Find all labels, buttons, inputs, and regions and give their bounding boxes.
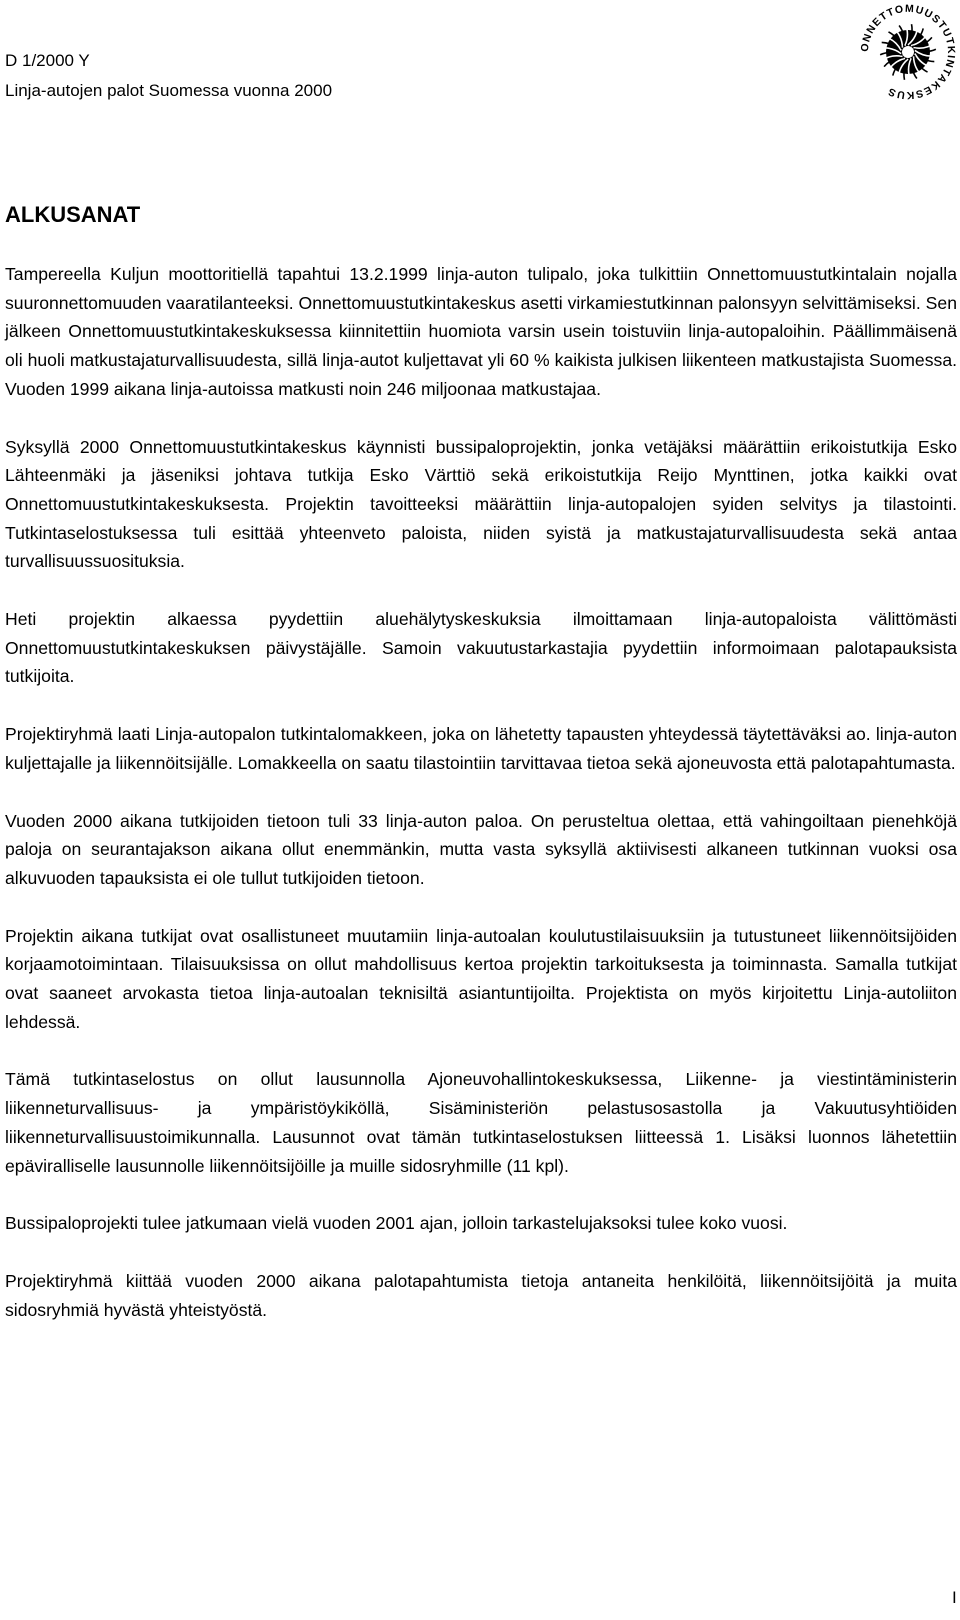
accident-investigation-board-seal-icon (856, 0, 960, 104)
page-number: I (952, 1588, 957, 1607)
paragraph: Projektiryhmä kiittää vuoden 2000 aikana palotapahtumista tietoja antaneita henkilöitä, liikennöitsijöitä ja muita sidosryhmiä hyvästä yhteistyöstä. (5, 1270, 957, 1320)
logo-ring-text: ONNETTOMUUSTUTKINTAKESKUS (858, 2, 958, 102)
paragraph: Tämä tutkintaselostus on ollut lausunnolla Ajoneuvohallintokeskuksessa, Liikenne- ja viestintäministerin liikenneturvallisuus- ja ympäristöykiköllä, Sisäministeriön pelastusosastolla ja Vakuutusyhtiöiden liikenneturvallisuustoimikunnalla. Lausunnot ovat tämän tutkintaselostuksen liitteessä 1. Lisäksi luonnos lähetettiin epäviralliselle lausunnolle liikennöitsijöille ja muille sidosryhmille (11 kpl). (5, 1069, 957, 1176)
page-heading: ALKUSANAT (5, 202, 141, 227)
paragraph: Tampereella Kuljun moottoritiellä tapahtui 13.2.1999 linja-auton tulipalo, joka tulkittiin Onnettomuustutkintalain nojalla suuronnettomuuden vaaratilanteeksi. Onnettomuustutkintakeskus asetti virkamiestutkinnan palonsyyn selvittämiseksi. Sen jälkeen Onnettomuustutkintakeskuksessa kiinnitettiin huomiota varsin usein toistuviin linja-autopaloihin. Päällimmäisenä oli huoli matkustajaturvallisuudesta, sillä linja-autot kuljettavat yli 60 % kaikista julkisen liikenteen matkustajista Suomessa. Vuoden 1999 aikana linja-autoissa matkusti noin 246 miljoonaa matkustajaa. (5, 264, 957, 399)
paragraph: Vuoden 2000 aikana tutkijoiden tietoon tuli 33 linja-auton paloa. On perusteltua olettaa, että vahingoiltaan pienehköjä paloja on seurantajakson aikana ollut enemmänkin, mutta vasta syksyllä aktiivisesti alkaneen tutkinnan vuoksi osa alkuvuoden tapauksista ei ole tullut tutkijoiden tietoon. (5, 810, 957, 888)
document-id: D 1/2000 Y (5, 51, 90, 70)
paragraph: Heti projektin alkaessa pyydettiin aluehälytyskeskuksia ilmoittamaan linja-autopaloista välittömästi Onnettomuustutkintakeskuksen päivystäjälle. Samoin vakuutustarkastajia pyydettiin informoimaan palotapauksista tutkijoita. (5, 609, 957, 687)
paragraph: Syksyllä 2000 Onnettomuustutkintakeskus käynnisti bussipaloprojektin, jonka vetäjäksi määrättiin erikoistutkija Esko Lähteenmäki ja jäseniksi johtava tutkija Esko Värttiö sekä erikoistutkija Reijo Mynttinen, jotka kaikki ovat Onnettomuustutkintakeskuksesta. Projektin tavoitteeksi määrättiin linja-autopalojen syiden selvitys ja tilastointi. Tutkintaselostuksessa tuli esittää yhteenveto paloista, niiden syistä ja matkustajaturvallisuudesta sekä antaa turvallisuussuosituksia. (5, 436, 957, 572)
paragraph: Projektin aikana tutkijat ovat osallistuneet muutamiin linja-autoalan koulutustilaisuuksiin ja tutustuneet liikennöitsijöiden korjaamotoimintaan. Tilaisuuksissa on ollut mahdollisuus kertoa projektin tarkoituksesta ja toiminnasta. Samalla tutkijat ovat saaneet arvokasta tietoa linja-autoalan teknisiltä asiantuntijoilta. Projektista on myös kirjoitettu Linja-autoliiton lehdessä. (5, 925, 957, 1032)
document-header (5, 46, 332, 106)
body-text (5, 260, 957, 1353)
document-title: Linja-autojen palot Suomessa vuonna 2000 (5, 81, 333, 100)
paragraph: Projektiryhmä laati Linja-autopalon tutkintalomakkeen, joka on lähetetty tapausten yhteydessä täytettäväksi ao. linja-auton kuljettajalle ja liikennöitsijälle. Lomakkeella on saatu tilastointiin tarvittavaa tietoa sekä ajoneuvosta että palotapahtumasta. (5, 724, 957, 773)
paragraph: Bussipaloprojekti tulee jatkumaan vielä vuoden 2001 ajan, jolloin tarkastelujaksoksi tulee koko vuosi. (5, 1213, 788, 1234)
